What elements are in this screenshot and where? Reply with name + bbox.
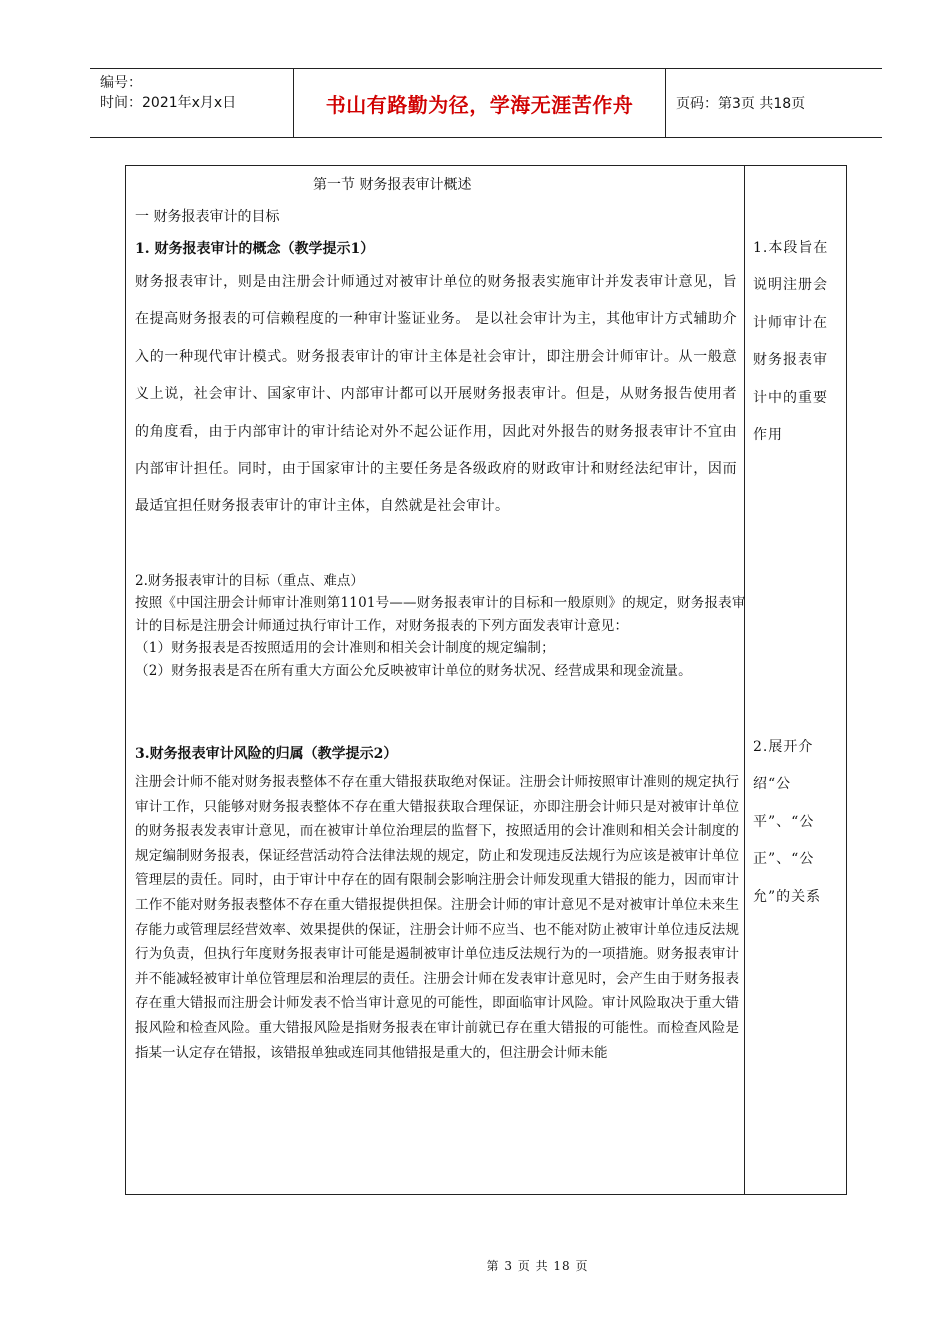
teaching-note-1: 1.本段旨在说明注册会计师审计在财务报表审计中的重要作用 bbox=[753, 240, 829, 444]
heading-goal: 2.财务报表审计的目标（重点、难点） bbox=[135, 573, 364, 589]
section-title: 第一节 财务报表审计概述 bbox=[313, 177, 472, 193]
header-page-info: 页码：第3页 共18页 bbox=[676, 96, 806, 112]
lesson-table bbox=[125, 165, 847, 1195]
paragraph-risk: 注册会计师不能对财务报表整体不存在重大错报获取绝对保证。注册会计师按照审计准则的规定执行审计工作，只能够对财务报表整体不存在重大错报获取合理保证，亦即注册会计师只是对被审计单位的财务报表发表审计意见，而在被审计单位治理层的监督下，按照适用的会计准则和相关会计制度的规定编制财务报表，保证经营活动符合法律法规的规定，防止和发现违反法规行为应该是被审计单位管理层的责任。同时，由于审计中存在的固有限制会影响注册会计师发现重大错报的能力，因而审计工作不能对财务报表整体不存在重大错报提供担保。注册会计师的审计意见不是对被审计单位未来生存能力或管理层经营效率、效果提供的保证，注册会计师不应当、也不能对防止被审计单位违反法规行为负责，但执行年度财务报表审计可能是遏制被审计单位违反法规行为的一项措施。财务报表审计并不能减轻被审计单位管理层和治理层的责任。注册会计师在发表审计意见时，会产生由于财务报表存在重大错报而注册会计师发表不恰当审计意见的可能性，即面临审计风险。审计风险取决于重大错报风险和检查风险。重大错报风险是指财务报表在审计前就已存在重大错报的可能性。而检查风险是指某一认定存在错报，该错报单独或连同其他错报是重大的，但注册会计师未能 bbox=[135, 774, 739, 1061]
paragraph-goal-text: 按照《中国注册会计师审计准则第1101号——财务报表审计的目标和一般原则》的规定，财务报表审计的目标是注册会计师通过执行审计工作，对财务报表的下列方面发表审计意见： bbox=[135, 595, 746, 634]
heading-risk: 3.财务报表审计风险的归属（教学提示2） bbox=[135, 746, 398, 762]
footer-page-number: 第 3 页 共 18 页 bbox=[486, 1259, 589, 1273]
heading-objectives: 一 财务报表审计的目标 bbox=[135, 209, 280, 225]
header-divider bbox=[665, 69, 666, 137]
paragraph-concept: 财务报表审计，则是由注册会计师通过对被审计单位的财务报表实施审计并发表审计意见，旨在提高财务报表的可信赖程度的一种审计鉴证业务。 是以社会审计为主，其他审计方式辅助介入的一种现代审计模式。财务报表审计的审计主体是社会审计，即注册会计师审计。从一般意义上说，社会审计、国家审计、内部审计都可以开展财务报表审计。但是，从财务报告使用者的角度看，由于内部审计的审计结论对外不起公证作用，因此对外报告的财务报表审计不宜由内部审计担任。同时，由于国家审计的主要任务是各级政府的财政审计和财经法纪审计，因而最适宜担任财务报表审计的审计主体，自然就是社会审计。 bbox=[135, 274, 737, 515]
header-meta bbox=[100, 73, 236, 113]
page-footer bbox=[0, 1257, 950, 1274]
page-header bbox=[90, 68, 882, 138]
header-motto: 书山有路勤为径，学海无涯苦作舟 bbox=[325, 93, 634, 117]
time-label: 时间：2021年x月x日 bbox=[100, 95, 237, 111]
list-item: （1）财务报表是否按照适用的会计准则和相关会计制度的规定编制； bbox=[135, 640, 555, 656]
number-label: 编号： bbox=[100, 75, 142, 91]
paragraph-goal bbox=[135, 592, 753, 682]
teaching-note-2: 2.展开介绍“公平”、“公正”、“公允”的关系 bbox=[753, 739, 822, 905]
heading-concept: 1. 财务报表审计的概念（教学提示1） bbox=[135, 241, 375, 257]
list-item: （2）财务报表是否在所有重大方面公允反映被审计单位的财务状况、经营成果和现金流量。 bbox=[135, 662, 692, 679]
